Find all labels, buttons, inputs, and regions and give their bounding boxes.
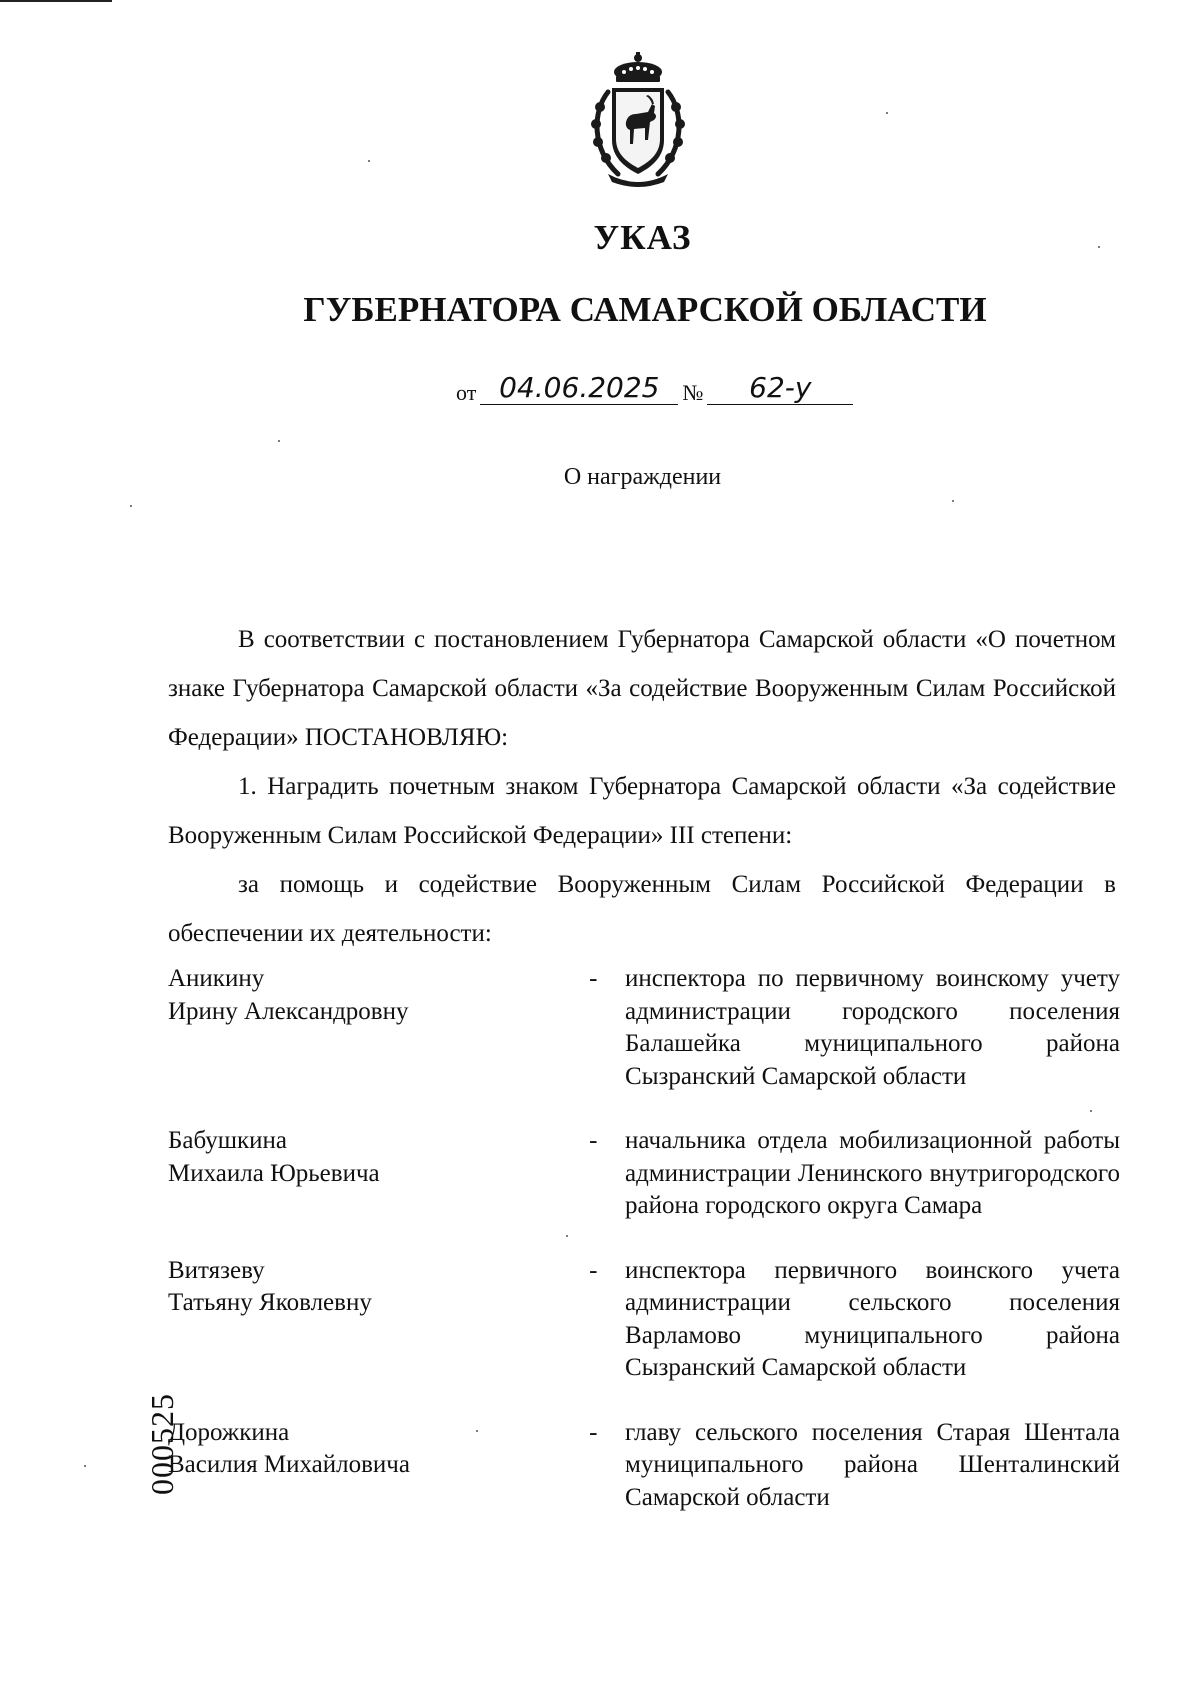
awardee-given-name: Ирину Александровну bbox=[168, 997, 409, 1025]
scan-speck bbox=[1098, 246, 1100, 248]
awardee-row bbox=[168, 963, 1120, 1093]
awardee-given-name: Михаила Юрьевича bbox=[168, 1159, 380, 1187]
date-prefix: от bbox=[456, 380, 477, 405]
decree-title: УКАЗ bbox=[593, 218, 692, 257]
scan-speck bbox=[886, 112, 888, 114]
awardee-position: главу сельского поселения Старая Шентала муниципального района Шенталинский Самарской области bbox=[625, 1418, 1120, 1511]
awardee-list bbox=[168, 963, 1120, 1514]
decree-subtitle: ГУБЕРНАТОРА САМАРСКОЙ ОБЛАСТИ bbox=[303, 290, 987, 329]
awardee-given-name: Василия Михайловича bbox=[168, 1451, 410, 1478]
awardee-row bbox=[168, 1255, 1120, 1385]
awardee-name bbox=[168, 1255, 587, 1385]
awardee-surname: Бабушкина bbox=[168, 1127, 287, 1154]
awardee-name bbox=[168, 1125, 587, 1223]
date-number-line bbox=[452, 372, 853, 405]
decree-date: 04.06.2025 bbox=[480, 372, 678, 405]
coat-of-arms-icon bbox=[578, 52, 698, 188]
awardee-row bbox=[168, 1125, 1120, 1223]
awardee-row bbox=[168, 1417, 1120, 1515]
scan-speck bbox=[84, 1465, 86, 1467]
scan-speck bbox=[566, 1235, 568, 1237]
awardee-position: инспектора первичного воинского учета администрации сельского поселения Варламово муниципального района Сызранский Самарской области bbox=[625, 1256, 1120, 1381]
awardee-dash: - bbox=[589, 1418, 598, 1446]
scan-speck bbox=[476, 1430, 478, 1432]
side-serial-number: 000525 bbox=[144, 1393, 180, 1495]
scan-speck bbox=[130, 505, 132, 507]
scan-speck bbox=[952, 500, 954, 502]
awardee-given-name: Татьяну Яковлевну bbox=[168, 1289, 372, 1316]
awardee-dash: - bbox=[589, 965, 598, 992]
awardee-surname: Дорожкина bbox=[168, 1418, 290, 1446]
top-edge-rule bbox=[0, 0, 112, 2]
awardee-position: инспектора по первичному воинскому учету администрации городского поселения Балашейка муниципального района Сызранский Самарской области bbox=[625, 965, 1120, 1090]
preamble-paragraph: В соответствии с постановлением Губернатора Самарской области «О почетном знаке Губернатора Самарской области «За содействие Вооруженным Силам Российской Федерации» ПОСТАНОВЛЯЮ: bbox=[168, 626, 1116, 751]
awardee-dash: - bbox=[589, 1127, 598, 1154]
awardee-name bbox=[168, 963, 587, 1093]
decree-number: 62-у bbox=[707, 372, 853, 405]
scan-speck bbox=[1090, 1110, 1092, 1112]
awardee-position: начальника отдела мобилизационной работы администрации Ленинского внутригородского района городского округа Самара bbox=[625, 1127, 1120, 1219]
scan-speck bbox=[368, 160, 370, 162]
decree-subject: О награждении bbox=[563, 464, 722, 490]
awardee-surname: Витязеву bbox=[168, 1256, 265, 1284]
awardee-dash: - bbox=[589, 1256, 598, 1284]
award-reason-paragraph: за помощь и содействие Вооруженным Силам Российской Федерации в обеспечении их деятельности: bbox=[168, 871, 1116, 947]
number-label: № bbox=[682, 380, 704, 405]
awardee-name bbox=[168, 1417, 587, 1515]
award-clause-paragraph: 1. Наградить почетным знаком Губернатора Самарской области «За содействие Вооруженным Силам Российской Федерации» III степени: bbox=[168, 773, 1116, 849]
scan-speck bbox=[278, 440, 280, 442]
awardee-surname: Аникину bbox=[168, 965, 265, 992]
